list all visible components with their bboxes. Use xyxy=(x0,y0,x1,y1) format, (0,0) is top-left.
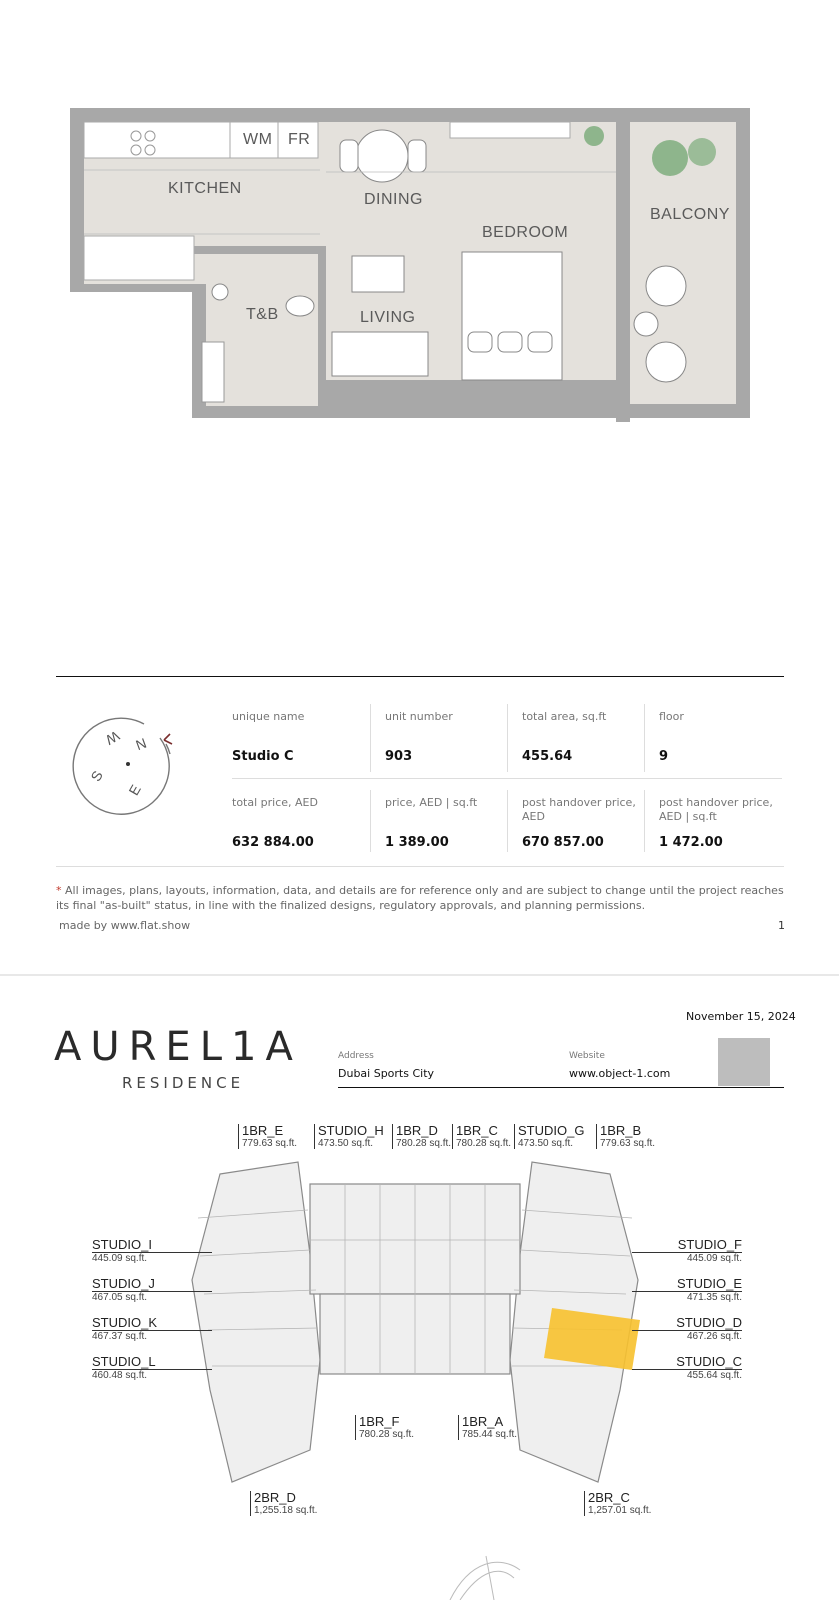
value-post-handover-price-sqft: 1 472.00 xyxy=(659,835,723,850)
label-unique-name: unique name xyxy=(232,710,305,723)
room-label-dining: DINING xyxy=(364,191,423,208)
compass-e: E xyxy=(125,781,144,799)
unit-area: 1,255.18 sq.ft. xyxy=(254,1505,318,1516)
building-floor-plan-drawing xyxy=(170,1160,660,1490)
col-divider xyxy=(370,790,371,852)
unit-area: 779.63 sq.ft. xyxy=(600,1138,656,1149)
unit-name: STUDIO_H xyxy=(318,1123,384,1138)
page-number: 1 xyxy=(778,919,785,932)
unit-2br-d[interactable] xyxy=(250,1491,317,1516)
unit-studio-d[interactable] xyxy=(632,1316,742,1342)
floor-plan xyxy=(70,106,770,426)
disclaimer xyxy=(56,883,786,913)
unit-1br-c[interactable] xyxy=(452,1124,511,1149)
disclaimer-asterisk: * xyxy=(56,884,62,897)
label-unit-number: unit number xyxy=(385,710,453,723)
unit-studio-e[interactable] xyxy=(632,1277,742,1303)
address-label: Address xyxy=(338,1051,374,1061)
address-value: Dubai Sports City xyxy=(338,1067,435,1080)
col-divider xyxy=(507,790,508,852)
page-divider xyxy=(0,974,839,976)
label-floor: floor xyxy=(659,710,684,723)
col-divider xyxy=(644,704,645,772)
unit-area: 460.48 sq.ft. xyxy=(92,1369,212,1381)
col-divider xyxy=(644,790,645,852)
unit-name: 2BR_C xyxy=(588,1490,630,1505)
unit-1br-d[interactable] xyxy=(392,1124,451,1149)
unit-name: 1BR_F xyxy=(359,1414,400,1429)
room-label-bedroom: BEDROOM xyxy=(482,224,569,241)
unit-name: STUDIO_L xyxy=(92,1354,156,1369)
value-floor: 9 xyxy=(659,749,669,764)
unit-area: 780.28 sq.ft. xyxy=(359,1429,415,1440)
building-thumbnail xyxy=(718,1038,770,1086)
unit-studio-k[interactable] xyxy=(92,1316,212,1342)
unit-area: 467.26 sq.ft. xyxy=(632,1330,742,1342)
unit-area: 445.09 sq.ft. xyxy=(632,1252,742,1264)
value-total-area: 455.64 xyxy=(522,749,573,764)
made-by-link[interactable]: made by www.flat.show xyxy=(59,919,191,932)
unit-1br-f[interactable] xyxy=(355,1415,414,1440)
room-label-kitchen: KITCHEN xyxy=(168,180,242,197)
unit-name: 2BR_D xyxy=(254,1490,296,1505)
room-label-balcony: BALCONY xyxy=(650,206,730,223)
unit-area: 467.37 sq.ft. xyxy=(92,1330,212,1342)
unit-name: STUDIO_D xyxy=(676,1315,742,1330)
unit-name: 1BR_B xyxy=(600,1123,642,1138)
header-rule xyxy=(338,1087,784,1088)
row-divider xyxy=(232,778,782,779)
unit-studio-j[interactable] xyxy=(92,1277,212,1303)
value-unit-number: 903 xyxy=(385,749,413,764)
document-date: November 15, 2024 xyxy=(686,1010,796,1023)
unit-2br-c[interactable] xyxy=(584,1491,651,1516)
col-divider xyxy=(507,704,508,772)
value-post-handover-price: 670 857.00 xyxy=(522,835,604,850)
unit-area: 445.09 sq.ft. xyxy=(92,1252,212,1264)
unit-studio-f[interactable] xyxy=(632,1238,742,1264)
top-rule xyxy=(56,676,784,677)
label-total-price: total price, AED xyxy=(232,796,318,809)
unit-1br-b[interactable] xyxy=(596,1124,655,1149)
unit-name: 1BR_D xyxy=(396,1123,438,1138)
value-price-per-sqft: 1 389.00 xyxy=(385,835,449,850)
unit-name: STUDIO_I xyxy=(92,1237,152,1252)
building-floor-plan xyxy=(170,1160,660,1490)
unit-1br-e[interactable] xyxy=(238,1124,297,1149)
sketch-icon xyxy=(430,1550,550,1600)
unit-name: STUDIO_J xyxy=(92,1276,155,1291)
unit-name: 1BR_E xyxy=(242,1123,284,1138)
label-post-handover-price: post handover price, AED xyxy=(522,796,636,823)
unit-area: 473.50 sq.ft. xyxy=(318,1138,374,1149)
unit-studio-c[interactable] xyxy=(632,1355,742,1381)
unit-area: 455.64 sq.ft. xyxy=(632,1369,742,1381)
room-label-fr: FR xyxy=(288,131,311,148)
unit-studio-l[interactable] xyxy=(92,1355,212,1381)
compass-s: S xyxy=(87,767,106,785)
compass-w: W xyxy=(102,727,123,749)
value-unique-name: Studio C xyxy=(232,749,294,764)
unit-name: STUDIO_C xyxy=(676,1354,742,1369)
room-label-wm: WM xyxy=(243,131,273,148)
compass-icon xyxy=(72,712,178,818)
room-label-living: LIVING xyxy=(360,309,416,326)
unit-area: 473.50 sq.ft. xyxy=(518,1138,574,1149)
unit-name: 1BR_A xyxy=(462,1414,504,1429)
col-divider xyxy=(370,704,371,772)
unit-name: 1BR_C xyxy=(456,1123,498,1138)
unit-area: 467.05 sq.ft. xyxy=(92,1291,212,1303)
unit-name: STUDIO_G xyxy=(518,1123,585,1138)
website-link[interactable]: www.object-1.com xyxy=(569,1067,671,1080)
value-total-price: 632 884.00 xyxy=(232,835,314,850)
logo-sub: RESIDENCE xyxy=(122,1074,245,1092)
bottom-sketch xyxy=(430,1550,550,1600)
unit-1br-a[interactable] xyxy=(458,1415,517,1440)
unit-area: 780.28 sq.ft. xyxy=(456,1138,512,1149)
room-label-tb: T&B xyxy=(246,306,279,323)
unit-area: 780.28 sq.ft. xyxy=(396,1138,452,1149)
unit-area: 1,257.01 sq.ft. xyxy=(588,1505,652,1516)
table-bottom-rule xyxy=(56,866,784,867)
label-price-per-sqft: price, AED | sq.ft xyxy=(385,796,478,809)
disclaimer-text: All images, plans, layouts, information, data, and details are for reference only and are subject to change until the project reaches its final "as-built" status, in line with the finalized designs, regulatory approvals, and planning permissions. xyxy=(56,884,784,912)
label-total-area: total area, sq.ft xyxy=(522,710,607,723)
label-post-handover-price-sqft: post handover price, AED | sq.ft xyxy=(659,796,773,823)
unit-name: STUDIO_F xyxy=(677,1237,742,1252)
unit-area: 779.63 sq.ft. xyxy=(242,1138,298,1149)
unit-name: STUDIO_E xyxy=(676,1276,742,1291)
logo-main: AUREL1A xyxy=(54,1024,302,1070)
unit-studio-i[interactable] xyxy=(92,1238,212,1264)
compass xyxy=(72,712,178,818)
floor-plan-drawing xyxy=(70,106,770,426)
website-label: Website xyxy=(569,1051,605,1061)
unit-studio-g[interactable] xyxy=(514,1124,584,1149)
unit-area: 471.35 sq.ft. xyxy=(632,1291,742,1303)
compass-n: N xyxy=(133,734,149,754)
unit-name: STUDIO_K xyxy=(92,1315,158,1330)
unit-area: 785.44 sq.ft. xyxy=(462,1429,518,1440)
unit-studio-h[interactable] xyxy=(314,1124,384,1149)
